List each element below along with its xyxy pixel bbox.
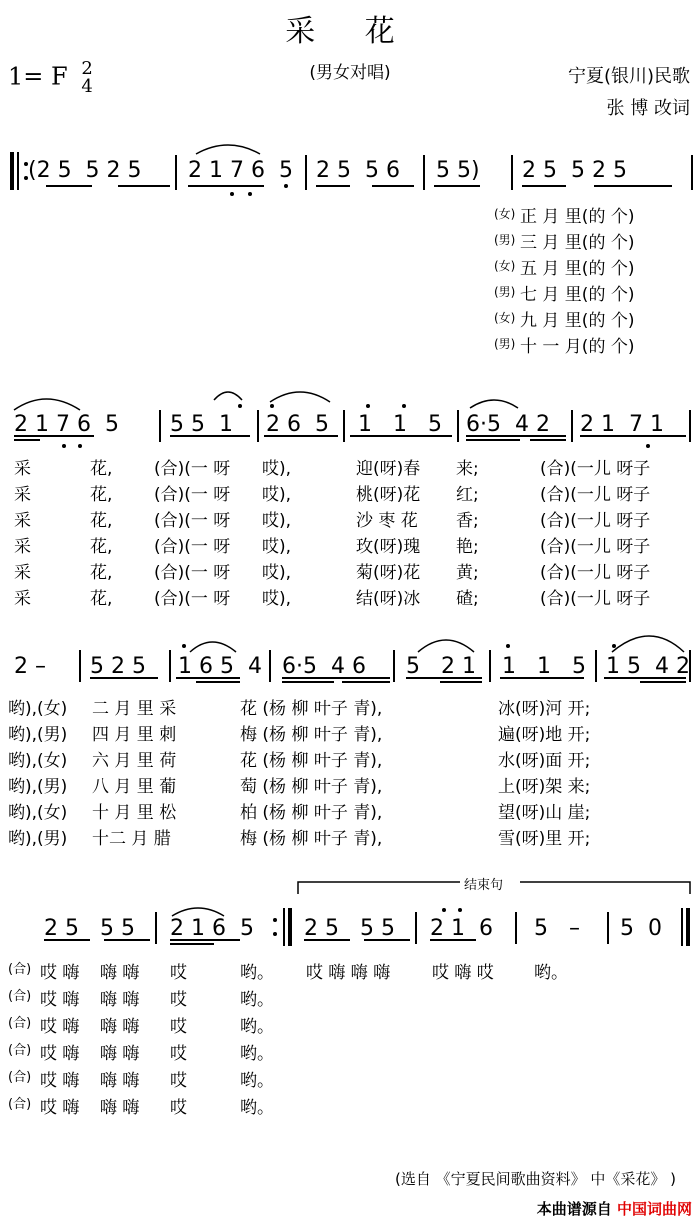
lyric-cell: 采 bbox=[14, 563, 31, 583]
lyric-cell: 哎), bbox=[262, 589, 292, 609]
lyric-cell: 哟。 bbox=[240, 1098, 274, 1118]
lyric-cell: 水(呀)面 开; bbox=[498, 751, 591, 771]
row3-measure4: 6·5 4 6 bbox=[282, 654, 366, 679]
lyric-cell: 哎 bbox=[170, 1017, 187, 1037]
lyric-cell: 哎 bbox=[170, 1044, 187, 1064]
lyric-cell: 嗨 嗨 bbox=[100, 990, 140, 1010]
row3-measure1: 2 – bbox=[14, 654, 46, 679]
row2-measure2: 5 5 1 bbox=[170, 412, 233, 437]
lyric-cell: 嗨 嗨 bbox=[100, 1071, 140, 1091]
key-label: 1= F bbox=[8, 62, 68, 91]
row1-measure3: 2 5 5 6 bbox=[316, 158, 400, 183]
credit-origin: 宁夏(银川)民歌 bbox=[567, 66, 690, 87]
lyric-cell: 二 月 里 采 bbox=[92, 699, 177, 719]
row1-measure2: 2 1 7 6 5 bbox=[188, 158, 293, 183]
lyric-cell: (合) bbox=[8, 962, 32, 977]
lyric-cell: 桃(呀)花 bbox=[356, 485, 421, 505]
role-label: (男) bbox=[494, 233, 516, 247]
lyric-cell: 哎), bbox=[262, 459, 292, 479]
row3-measure6: 1 1 5 bbox=[502, 654, 586, 679]
lyric-cell: 花 (杨 柳 叶子 青), bbox=[240, 751, 383, 771]
lyric-line: 三 月 里(的 个) bbox=[520, 233, 635, 253]
lyric-cell: (合)(一儿 呀子 bbox=[540, 537, 651, 557]
origin-site[interactable]: 中国词曲网 bbox=[616, 1200, 692, 1218]
lyric-cell: 冰(呀)河 开; bbox=[498, 699, 591, 719]
lyric-cell: 哟。 bbox=[534, 963, 568, 983]
row4-measure1: 2 5 5 5 bbox=[44, 916, 135, 941]
row1-measure5: 2 5 5 2 5 bbox=[522, 158, 627, 183]
lyric-cell: 哎), bbox=[262, 563, 292, 583]
lyric-cell: 哎 嗨 bbox=[40, 1017, 80, 1037]
lyric-cell: 哟。 bbox=[240, 990, 274, 1010]
lyric-cell: (合)(一儿 呀子 bbox=[540, 511, 651, 531]
lyric-cell: 哟。 bbox=[240, 963, 274, 983]
lyric-cell: 哟。 bbox=[240, 1071, 274, 1091]
lyric-cell: 艳; bbox=[456, 537, 479, 557]
lyric-cell: (合)(一儿 呀子 bbox=[540, 485, 651, 505]
lyric-cell: (合) bbox=[8, 989, 32, 1004]
row4-measure2: 2 1 6 5 bbox=[170, 916, 254, 941]
row2-measure1: 2 1 7 6 5 bbox=[14, 412, 119, 437]
lyric-line: 正 月 里(的 个) bbox=[520, 207, 635, 227]
lyric-cell: 结(呀)冰 bbox=[356, 589, 421, 609]
lyric-cell: 哟),(男) bbox=[8, 829, 68, 849]
row4-measure3: 2 5 5 5 bbox=[304, 916, 395, 941]
time-denominator: 4 bbox=[81, 76, 93, 97]
lyric-cell: 采 bbox=[14, 485, 31, 505]
lyric-cell: 采 bbox=[14, 511, 31, 531]
lyric-cell: (合)(一 呀 bbox=[154, 563, 231, 583]
lyric-cell: (合) bbox=[8, 1070, 32, 1085]
row1-notation: (2 5 5 2 5 bbox=[28, 158, 142, 183]
credit-lyricist: 张 博 改词 bbox=[606, 98, 690, 119]
role-label: (男) bbox=[494, 337, 516, 351]
row2-measure5: 6·5 4 2 bbox=[466, 412, 550, 437]
row4-measure6: 5 0 bbox=[620, 916, 662, 941]
row2-measure4: 1 1 5 bbox=[358, 412, 442, 437]
lyric-cell: 花, bbox=[90, 537, 113, 557]
lyric-cell: 上(呀)架 来; bbox=[498, 777, 591, 797]
lyric-cell: (合)(一 呀 bbox=[154, 459, 231, 479]
lyric-cell: 花, bbox=[90, 511, 113, 531]
lyric-cell: 雪(呀)里 开; bbox=[498, 829, 591, 849]
lyric-line: 七 月 里(的 个) bbox=[520, 285, 635, 305]
lyric-cell: 哟),(女) bbox=[8, 699, 68, 719]
lyric-cell: 哎 bbox=[170, 990, 187, 1010]
lyric-cell: 遍(呀)地 开; bbox=[498, 725, 591, 745]
lyric-cell: 哎 嗨 bbox=[40, 1044, 80, 1064]
lyric-cell: 哟),(女) bbox=[8, 751, 68, 771]
row4-measure5: 5 – bbox=[534, 916, 580, 941]
row3-measure2: 5 2 5 bbox=[90, 654, 146, 679]
row3-measure7: 1 5 4 2 bbox=[606, 654, 690, 679]
lyric-cell: 哎 嗨 哎 bbox=[432, 963, 494, 983]
row2-measure6: 2 1 7 1 bbox=[580, 412, 664, 437]
lyric-cell: 嗨 嗨 bbox=[100, 1017, 140, 1037]
lyric-cell: (合) bbox=[8, 1097, 32, 1112]
lyric-cell: 采 bbox=[14, 459, 31, 479]
lyric-cell: 嗨 嗨 bbox=[100, 963, 140, 983]
lyric-cell: 哎), bbox=[262, 485, 292, 505]
lyric-cell: 黄; bbox=[456, 563, 479, 583]
lyric-cell: 花 (杨 柳 叶子 青), bbox=[240, 699, 383, 719]
lyric-cell: 哟),(女) bbox=[8, 803, 68, 823]
lyric-cell: 梅 (杨 柳 叶子 青), bbox=[240, 725, 383, 745]
lyric-line: 九 月 里(的 个) bbox=[520, 311, 635, 331]
lyric-cell: 望(呀)山 崖; bbox=[498, 803, 591, 823]
role-label: (女) bbox=[494, 207, 516, 221]
lyric-cell: 四 月 里 刺 bbox=[92, 725, 177, 745]
lyric-cell: 六 月 里 荷 bbox=[92, 751, 177, 771]
lyric-cell: 哎 bbox=[170, 1098, 187, 1118]
lyric-cell: 红; bbox=[456, 485, 479, 505]
lyric-cell: 香; bbox=[456, 511, 479, 531]
lyric-cell: 梅 (杨 柳 叶子 青), bbox=[240, 829, 383, 849]
lyric-cell: 哟),(男) bbox=[8, 725, 68, 745]
song-subtitle: (男女对唱) bbox=[309, 63, 391, 83]
lyric-cell: 哎), bbox=[262, 511, 292, 531]
lyric-cell: 花, bbox=[90, 485, 113, 505]
row3-measure3: 1 6 5 4 bbox=[178, 654, 262, 679]
lyric-cell: 柏 (杨 柳 叶子 青), bbox=[240, 803, 383, 823]
lyric-cell: 花, bbox=[90, 589, 113, 609]
lyric-line: 十 一 月(的 个) bbox=[520, 337, 635, 357]
song-title: 采 花 bbox=[285, 14, 415, 49]
lyric-cell: 十 月 里 松 bbox=[92, 803, 177, 823]
origin-label: 本曲谱源自 bbox=[536, 1200, 612, 1218]
lyric-cell: 来; bbox=[456, 459, 479, 479]
lyric-cell: 哎), bbox=[262, 537, 292, 557]
lyric-cell: 花, bbox=[90, 563, 113, 583]
lyric-cell: 十二 月 腊 bbox=[92, 829, 171, 849]
lyric-cell: 菊(呀)花 bbox=[356, 563, 421, 583]
role-label: (女) bbox=[494, 311, 516, 325]
lyric-cell: (合)(一儿 呀子 bbox=[540, 563, 651, 583]
lyric-cell: 嗨 嗨 bbox=[100, 1098, 140, 1118]
lyric-cell: 哟。 bbox=[240, 1017, 274, 1037]
lyric-cell: (合)(一儿 呀子 bbox=[540, 459, 651, 479]
time-numerator: 2 bbox=[81, 58, 93, 79]
lyric-cell: (合)(一 呀 bbox=[154, 537, 231, 557]
lyric-cell: (合)(一 呀 bbox=[154, 511, 231, 531]
lyric-cell: 八 月 里 葡 bbox=[92, 777, 177, 797]
lyric-cell: 哎 嗨 嗨 嗨 bbox=[306, 963, 391, 983]
row3-measure5: 5 2 1 bbox=[406, 654, 476, 679]
role-label: (男) bbox=[494, 285, 516, 299]
lyric-cell: 哎 嗨 bbox=[40, 1071, 80, 1091]
row2-measure3: 2 6 5 bbox=[266, 412, 329, 437]
source-note: (选自 《宁夏民间歌曲资料》 中《采花》 ) bbox=[394, 1170, 676, 1188]
lyric-cell: (合)(一儿 呀子 bbox=[540, 589, 651, 609]
lyric-cell: 沙 枣 花 bbox=[356, 511, 418, 531]
lyric-cell: 迎(呀)春 bbox=[356, 459, 421, 479]
lyric-cell: 碴; bbox=[456, 589, 479, 609]
lyric-line: 五 月 里(的 个) bbox=[520, 259, 635, 279]
lyric-cell: 哎 嗨 bbox=[40, 1098, 80, 1118]
lyric-cell: (合) bbox=[8, 1016, 32, 1031]
row4-measure4: 2 1 6 bbox=[430, 916, 493, 941]
lyric-cell: 哎 嗨 bbox=[40, 990, 80, 1010]
ending-label: 结束句 bbox=[464, 878, 504, 893]
lyric-cell: 哎 bbox=[170, 963, 187, 983]
lyric-cell: 采 bbox=[14, 537, 31, 557]
lyric-cell: 花, bbox=[90, 459, 113, 479]
lyric-cell: 哎 嗨 bbox=[40, 963, 80, 983]
lyric-cell: 萄 (杨 柳 叶子 青), bbox=[240, 777, 383, 797]
role-label: (女) bbox=[494, 259, 516, 273]
lyric-cell: (合)(一 呀 bbox=[154, 589, 231, 609]
lyric-cell: 哎 bbox=[170, 1071, 187, 1091]
lyric-cell: (合) bbox=[8, 1043, 32, 1058]
origin-note bbox=[537, 1198, 692, 1219]
lyric-cell: 玫(呀)瑰 bbox=[356, 537, 421, 557]
lyric-cell: (合)(一 呀 bbox=[154, 485, 231, 505]
lyric-cell: 嗨 嗨 bbox=[100, 1044, 140, 1064]
row1-measure4: 5 5) bbox=[436, 158, 480, 183]
lyric-cell: 哟。 bbox=[240, 1044, 274, 1064]
lyric-cell: 采 bbox=[14, 589, 31, 609]
lyric-cell: 哟),(男) bbox=[8, 777, 68, 797]
